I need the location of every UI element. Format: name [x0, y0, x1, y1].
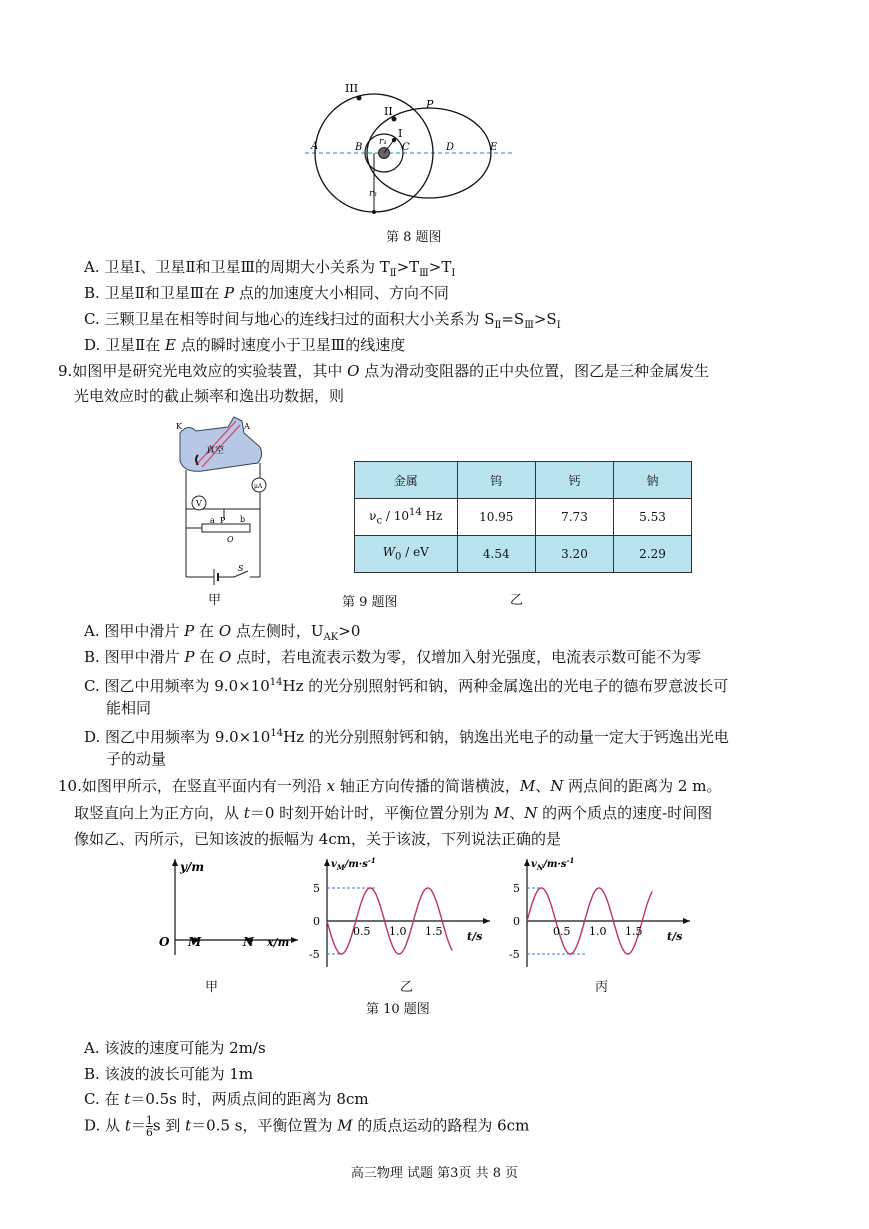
- q9-stem-line1: 9.如图甲是研究光电效应的实验装置，其中 O 点为滑动变阻器的正中央位置，图乙是三种金属发生: [58, 362, 710, 380]
- label-iii: III: [345, 82, 359, 95]
- page-footer: 高三物理 试题 第3页 共 8 页: [350, 1166, 519, 1181]
- q10-option-b: B. 该波的波长可能为 1m: [84, 1065, 254, 1083]
- wave-axis-figure: [150, 855, 300, 965]
- label-k: K: [176, 422, 182, 431]
- q9-option-a: A. 图甲中滑片 P 在 O 点左侧时，$U_{AK}>0$: [84, 622, 361, 643]
- q10-option-d: D. 从 t＝ $\frac{1}{6}$ s 到 t＝0.5 s，平衡位置为 M 的质点运动的路程为 6cm: [84, 1114, 530, 1139]
- svg-text:5: 5: [313, 882, 320, 895]
- q9-option-c: C. 图乙中用频率为 $9.0\times 10^{14}Hz$ 的光分别照射钙和钠，两种金属逸出的光电子的德布罗意波长可: [84, 677, 729, 695]
- orbit-diagram: [300, 78, 520, 218]
- q8-option-b: B. 卫星Ⅱ和卫星Ⅲ在 P 点的加速度大小相同、方向不同: [84, 284, 449, 302]
- q10-option-c: C. 在 t＝0.5s 时，两质点间的距离为 8cm: [84, 1090, 369, 1108]
- label-p: P: [426, 98, 434, 111]
- svg-text:0: 0: [513, 915, 520, 928]
- svg-text:O: O: [159, 935, 170, 949]
- metal-data-table: [354, 461, 692, 573]
- label-b: B: [355, 142, 363, 153]
- fig-yi-label: 乙: [400, 980, 414, 995]
- table-row: $W_0$ / eV 4.54 3.20 2.29: [355, 536, 692, 573]
- svg-text:0.5: 0.5: [553, 925, 571, 938]
- svg-text:O: O: [227, 535, 234, 544]
- label-r3: r₃: [369, 189, 377, 199]
- svg-text:-5: -5: [509, 948, 520, 961]
- fraction: $\frac{1}{6}$: [145, 1114, 153, 1139]
- svg-text:1.5: 1.5: [625, 925, 643, 938]
- svg-text:V: V: [196, 499, 202, 508]
- svg-text:-5: -5: [309, 948, 320, 961]
- table-row: $\nu_c / 10^{14}$ Hz 10.95 7.73 5.53: [355, 499, 692, 536]
- q9-option-b: B. 图甲中滑片 P 在 O 点时，若电流表示数为零，仅增加入射光强度，电流表示数可能不为零: [84, 648, 702, 666]
- axis-ylabel: y/m: [180, 860, 205, 874]
- svg-text:P: P: [220, 516, 226, 525]
- label-e: E: [490, 142, 498, 153]
- svg-text:μA: μA: [254, 483, 263, 490]
- svg-text:S: S: [238, 564, 244, 573]
- table-label: 乙: [510, 593, 524, 608]
- label-vacuum: 真空: [206, 446, 225, 456]
- label-a: A: [311, 141, 319, 152]
- svg-text:b: b: [240, 515, 246, 524]
- axis-xlabel: x/m: [267, 936, 290, 949]
- svg-text:0.5: 0.5: [353, 925, 371, 938]
- q8-option-a: A. 卫星Ⅰ、卫星Ⅱ和卫星Ⅲ的周期大小关系为 $T_Ⅱ>T_Ⅲ>T_Ⅰ$: [84, 258, 456, 279]
- fig-bing-label: 丙: [595, 980, 609, 995]
- svg-text:0: 0: [313, 915, 320, 928]
- svg-text:1.0: 1.0: [389, 925, 407, 938]
- svg-text:1.5: 1.5: [425, 925, 443, 938]
- rheostat: [202, 524, 250, 532]
- q8-option-d: D. 卫星Ⅱ在 E 点的瞬时速度小于卫星Ⅲ的线速度: [84, 336, 406, 354]
- q10-stem-line2: 取竖直向上为正方向，从 t＝0 时刻开始计时，平衡位置分别为 M、N 的两个质点的速度-时间图: [74, 804, 713, 822]
- svg-text:M: M: [188, 935, 202, 949]
- axis-xlabel: t/s: [467, 930, 483, 943]
- q9-stem-line2: 光电效应时的截止频率和逸出功数据，则: [74, 387, 345, 405]
- axis-ylabel: $v_N/m\cdot s^{-1}$: [531, 856, 575, 872]
- svg-text:1.0: 1.0: [589, 925, 607, 938]
- figure-caption-8: 第 8 题图: [386, 230, 442, 245]
- label-a: A: [244, 422, 250, 431]
- svg-text:5: 5: [513, 882, 520, 895]
- apparatus-label: 甲: [208, 593, 222, 608]
- svg-text:N: N: [243, 935, 254, 949]
- label-d: D: [446, 142, 455, 153]
- q9-option-d: D. 图乙中用频率为 $9.0\times 10^{14}Hz$ 的光分别照射钙和钠，钠逸出光电子的动量一定大于钙逸出光电: [84, 728, 729, 746]
- velocity-chart-m: [305, 855, 495, 975]
- figure-caption-10: 第 10 题图: [366, 1002, 430, 1017]
- svg-text:a: a: [210, 516, 215, 525]
- q10-option-a: A. 该波的速度可能为 2m/s: [84, 1039, 266, 1057]
- q9-option-c-cont: 能相同: [106, 699, 152, 717]
- label-ii: II: [384, 105, 393, 118]
- velocity-chart-n: [505, 855, 695, 975]
- photoelectric-apparatus: [172, 415, 272, 605]
- axis-xlabel: t/s: [667, 930, 683, 943]
- q8-option-c: C. 三颗卫星在相等时间与地心的连线扫过的面积大小关系为 $S_Ⅱ=S_Ⅲ>S_Ⅰ$: [84, 310, 561, 331]
- q10-stem-line1: 10.如图甲所示，在竖直平面内有一列沿 x 轴正方向传播的简谐横波，M、N 两点间的距离为 2 m。: [58, 777, 722, 795]
- label-c: C: [402, 142, 410, 153]
- table-header-row: 金属 钨 钙 钠: [355, 462, 692, 499]
- label-r1: r₁: [379, 137, 387, 147]
- q9-option-d-cont: 子的动量: [106, 750, 167, 768]
- axis-ylabel: $v_M/m\cdot s^{-1}$: [331, 856, 376, 872]
- figure-caption-9: 第 9 题图: [342, 595, 398, 610]
- label-i: I: [398, 127, 403, 140]
- q10-stem-line3: 像如乙、丙所示，已知该波的振幅为 4cm，关于该波，下列说法正确的是: [74, 830, 561, 848]
- fig-jia-label: 甲: [205, 980, 219, 995]
